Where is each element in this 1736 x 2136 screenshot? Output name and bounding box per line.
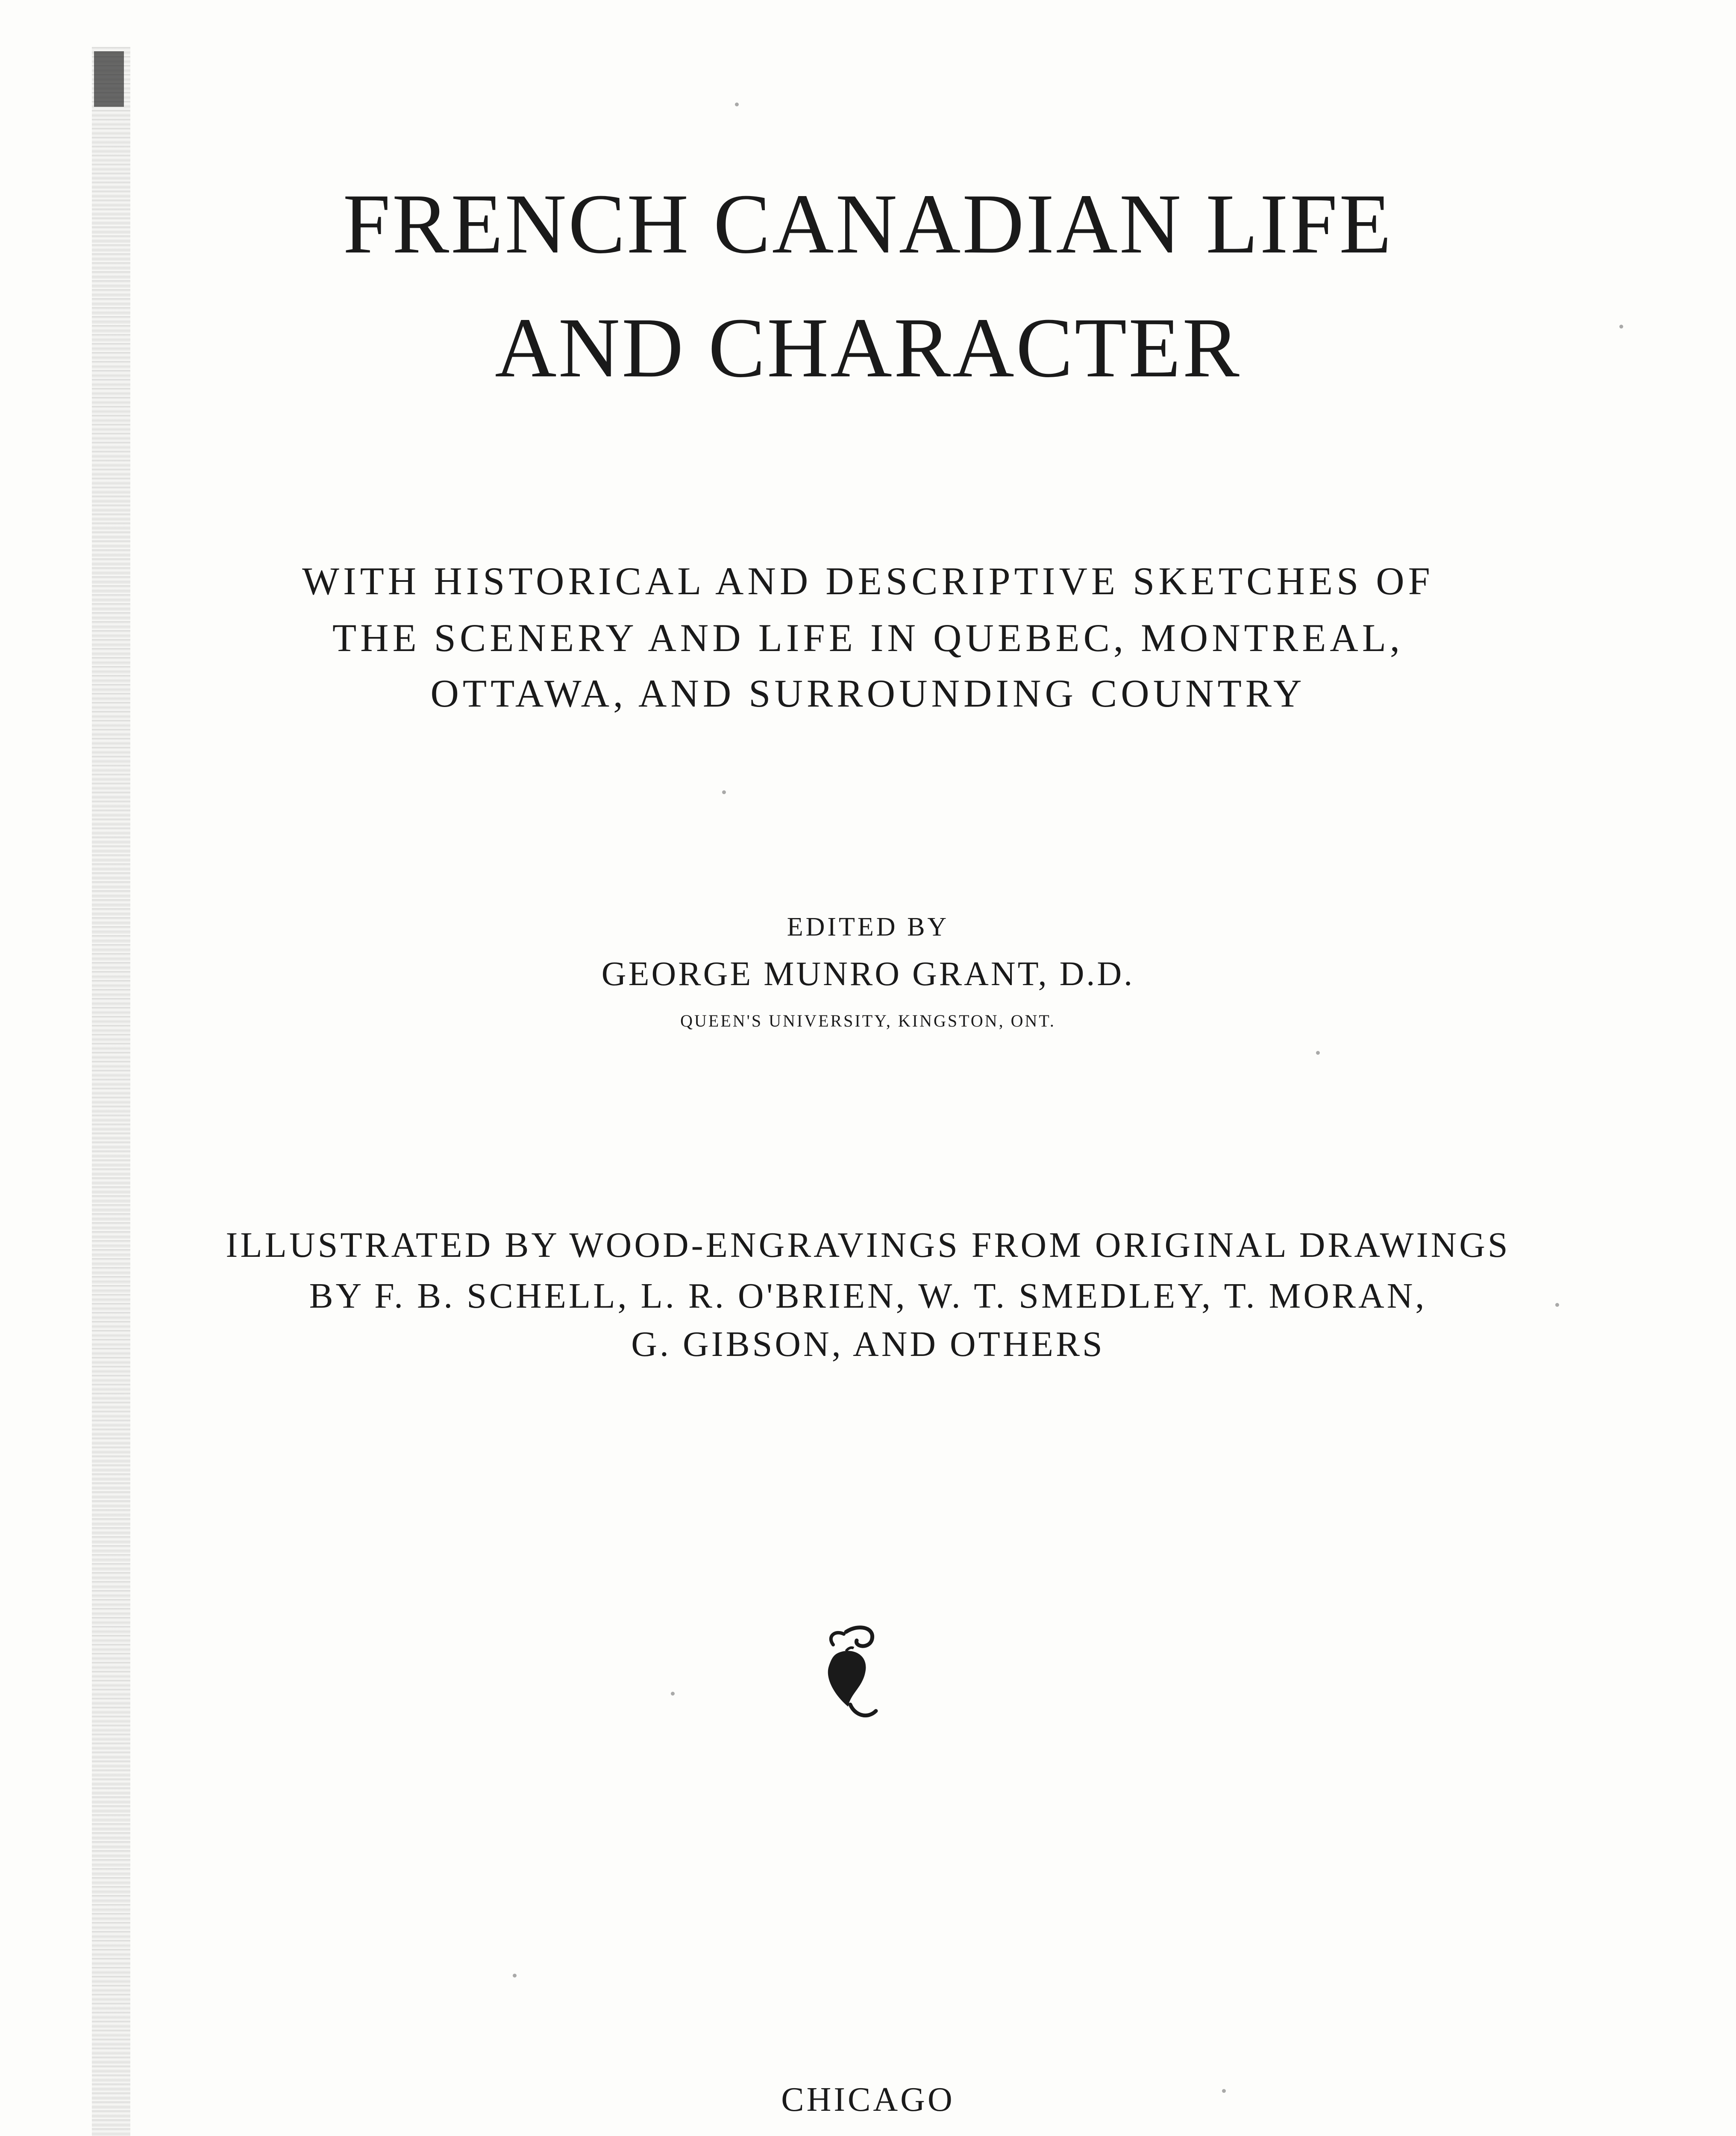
scan-speck	[513, 1974, 517, 1978]
book-title-line-1: FRENCH CANADIAN LIFE	[343, 177, 1393, 271]
scan-speck	[722, 790, 726, 794]
illustrations-line-1: ILLUSTRATED BY WOOD-ENGRAVINGS FROM ORIGINAL DRAWINGS	[226, 1225, 1510, 1265]
subtitle-line-3: OTTAWA, AND SURROUNDING COUNTRY	[430, 672, 1306, 715]
imprint-city: CHICAGO	[781, 2081, 955, 2118]
scan-speck	[735, 103, 739, 106]
editor-name: GEORGE MUNRO GRANT, D.D.	[601, 955, 1135, 993]
scan-speck	[1555, 1303, 1559, 1307]
illustrations-line-2: BY F. B. SCHELL, L. R. O'BRIEN, W. T. SMEDLEY, T. MORAN,	[309, 1276, 1427, 1316]
editor-affiliation: QUEEN'S UNIVERSITY, KINGSTON, ONT.	[680, 1011, 1056, 1030]
scan-speck	[1619, 325, 1623, 329]
scan-speck	[671, 1692, 675, 1696]
illustrations-line-3: G. GIBSON, AND OTHERS	[631, 1324, 1105, 1364]
edited-by-label: EDITED BY	[787, 912, 949, 942]
subtitle-line-2: THE SCENERY AND LIFE IN QUEBEC, MONTREAL,	[332, 616, 1404, 660]
scan-gutter-top-mark	[94, 51, 124, 107]
subtitle-line-1: WITH HISTORICAL AND DESCRIPTIVE SKETCHES OF	[302, 559, 1434, 603]
book-title-line-2: AND CHARACTER	[495, 301, 1241, 395]
fleuron-leaf-icon	[820, 1623, 884, 1726]
scan-speck	[1316, 1051, 1320, 1055]
scan-speck	[1222, 2089, 1226, 2093]
